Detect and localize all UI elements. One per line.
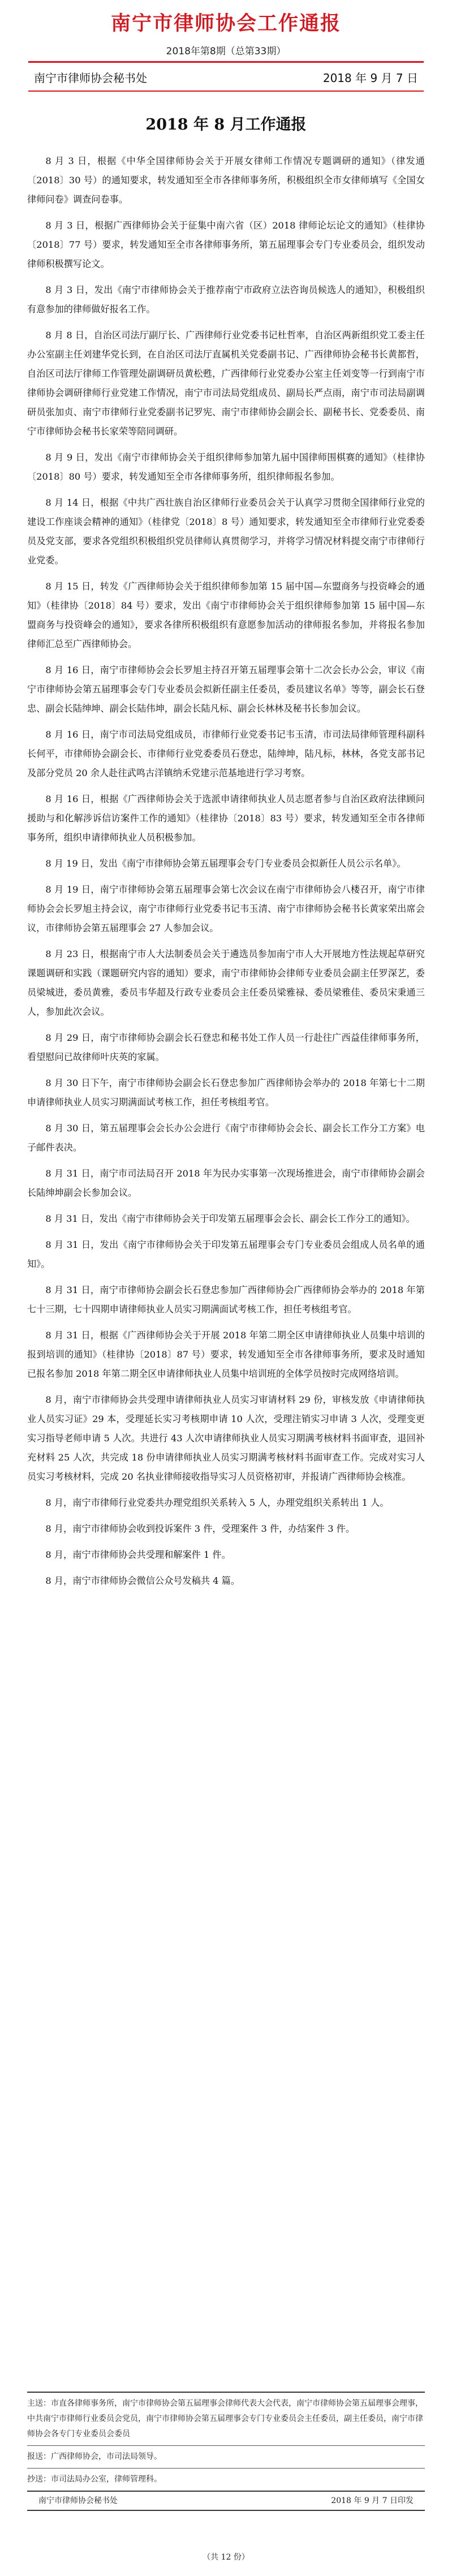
paragraph: 8 月 30 日下午，南宁市律师协会副会长石登忠参加广西律师协会举办的 2018 年第七十二期申请律师执业人员实习期满面试考核工作，担任考核组考官。 [27,1078,425,1108]
paragraph: 8 月 19 日，南宁市律师协会第五届理事会第七次会议在南宁市律师协会八楼召开，南宁市律师协会会长罗旭主持会议，南宁市律师行业党委书记韦玉清、南宁市律师协会秘书长黄家荣出席会议，市律师协会第五届理事会 27 人参加会议。 [27,884,425,933]
issue-number: 2018年第8期（总第33期） [166,46,286,57]
paragraph: 8 月 30 日，第五届理事会会长办公会进行《南宁市律师协会会长、副会长工作分工方案》电子邮件表决。 [27,1123,425,1153]
paragraph: 8 月 31 日，南宁市律师协会副会长石登忠参加广西律师协会广西律师协会举办的 2018 年第七十三期，七十四期申请律师执业人员实习期满面试考核工作，担任考核组考官。 [27,1285,425,1315]
paragraph: 8 月 31 日，发出《南宁市律师协会关于印发第五届理事会专门专业委员会组成人员名单的通知》。 [27,1239,425,1269]
paragraph: 8 月 23 日，根据南宁市人大法制委员会关于遴选员参加南宁市人大开展地方性法规起草研究课题调研和实践（课题研究内容的通知）要求，南宁市律师协会律师专业委员会副主任罗深艺，委员梁城进，委员黄雅，委员韦华超及行政专业委员会主任委员梁雅禄、委员梁雅佳、委员宋秉通三人，参加此次会议。 [27,949,425,1017]
issuer: 南宁市律师协会秘书处 [38,2496,118,2505]
paragraph: 8 月 3 日，发出《南宁市律师协会关于推荐南宁市政府立法咨询员候选人的通知》，积极组织有意参加的律师做好报名工作。 [27,285,425,315]
paragraph: 8 月，南宁市律师协会微信公众号发稿共 4 篇。 [45,1575,240,1586]
paragraph: 8 月，南宁市律师协会收到投诉案件 3 件，受理案件 3 件，办结案件 3 件。 [45,1523,355,1534]
cc-list: 报送：广西律师协会，市司法局领导。 [27,2452,162,2461]
red-divider-bottom [28,91,424,92]
bulletin-title: 南宁市律师协会工作通报 [110,12,341,35]
footer-block [27,2392,425,2511]
paragraph: 8 月 31 日，根据《广西律师协会关于开展 2018 年第二期全区申请律师执业人员集中培训的报到培训的通知》（桂律协〔2018〕87 号）要求，转发通知至全市各律师事务所，要求及时通知已报名参加 2018 年第二期全区申请律师执业人员集中培训班的全体学员按时完成网络培训。 [27,1330,425,1379]
publisher: 南宁市律师协会秘书处 [34,71,147,85]
footer-issuer-row [27,2492,425,2510]
paragraph: 8 月 9 日，发出《南宁市律师协会关于组织律师参加第九届中国律师围棋赛的通知》（桂律协〔2018〕80 号）要求，转发通知至全市各律师事务所，组织律师报名参加。 [27,452,425,482]
paragraph: 8 月 16 日，南宁市律师协会会长罗旭主持召开第五届理事会第十二次会长办公会，审议《南宁市律师协会第五届理事会专门专业委员会拟新任副主任委员，委员建议名单》等等，副会长石登忠、副会长陆绅坤、副会长陆伟坤，副会长陆凡标、副会长林林及秘书长参加会议。 [27,665,425,714]
paragraph: 8 月 3 日，根据广西律师协会关于征集中南六省（区）2018 律师论坛论文的通知》（桂律协〔2018〕77 号）要求，转发通知至全市各律师事务所，第五届理事会专门专业委员会，组织发动律师积极撰写论文。 [27,220,425,269]
paragraph: 8 月 31 日，发出《南宁市律师协会关于印发第五届理事会会长、副会长工作分工的通知》。 [45,1213,415,1224]
paragraph: 8 月 15 日，转发《广西律师协会关于组织律师参加第 15 届中国—东盟商务与投资峰会的通知》（桂律协〔2018〕84 号）要求，发出《南宁市律师协会关于组织律师参加第 15 届中国—东盟商务与投资峰会的通知》，要求各律所积极组织有意愿参加活动的律师报名参加，并将报名参加律师汇总至广西律师协会。 [27,581,425,649]
red-divider-top [28,61,424,63]
issue-date: 2018 年 9 月 7 日印发 [331,2496,414,2505]
paragraph: 8 月 8 日，自治区司法厅副厅长、广西律师行业党委书记杜哲率，自治区两新组织党工委主任办公室副主任刘建华党长到，在自治区司法厅直属机关党委副书记、广西律师协会秘书长黄都哲，自治区司法厅律师工作管理处副调研员黄松甦，广西律师行业党委办公室主任刘变等一行到南宁市律师协会调研律师行业党建工作情况，南宁市司法局党组成员、副局长严点雨，南宁市司法局副调研员张加贞、南宁市律师行业党委副书记罗宪、南宁市律师协会副会长、副秘书长、党委委员、南宁市律师协会秘书长家荣等陪同调研。 [27,330,425,437]
paragraph: 8 月，南宁市律师协会共受理申请律师执业人员实习审请材料 29 份，审核发放《申请律师执业人员实习证》29 本，受理延长实习考核期申请 10 人次，受理注销实习申请 3 人次，受理变更实习指导老师申请 5 人次。共进行 43 人次申请律师执业人员实习期满考核材料书面审查，退回补充材料 25 人次，共完成 18 份申请律师执业人员实习期满考核材料书面审查工作。完成对实习人员实习考核材料，完成 20 名执业律师接收指导实习人员资格初审，并报请广西律师协会核准。 [27,1394,425,1482]
document-body [27,152,425,1597]
paragraph: 8 月，南宁市律师协会共受理和解案件 1 件。 [45,1549,231,1560]
paragraph: 8 月 16 日，南宁市司法局党组成员，市律师行业党委书记韦玉清，市司法局律师管理科副科长何平，市律师协会副会长、市律师行业党委委员石登忠，陆绅坤，陆凡标，林林，各党支部书记及部分党员 20 余人赴往武鸣古洋镇纳禾党建示范基地进行学习考察。 [27,729,425,778]
paragraph: 8 月 29 日，南宁市律师协会副会长石登忠和秘书处工作人员一行赴往广西益佳律师事务所，看望慰问已故律师叶庆英的家属。 [27,1032,425,1062]
footer-bottom-rule [27,2510,425,2511]
publish-date: 2018 年 9 月 7 日 [322,71,418,85]
paragraph: 8 月 16 日，根据《广西律师协会关于选派申请律师执业人员志愿者参与自治区政府法律顾问援助与和化解涉诉信访案件工作的通知》（桂律协〔2018〕83 号）要求，转发通知至全市各律师事务所，组织申请律师执业人员积极参加。 [27,794,425,843]
masthead [0,0,452,57]
paragraph: 8 月 31 日，南宁市司法局召开 2018 年为民办实事第一次现场推进会，南宁市律师协会副会长陆绅坤副会长参加会议。 [27,1168,425,1198]
paragraph: 8 月 3 日，根据《中华全国律师协会关于开展女律师工作情况专题调研的通知》（律发通〔2018〕30 号）的通知要求，转发通知至全市各律师事务所，积极组织全市女律师填写《全国女律师问卷》调查问卷事。 [27,156,425,205]
footer-copy-block [27,2469,425,2491]
footer-cc-block [27,2446,425,2468]
footer-distribution [27,2393,425,2445]
page-count: （共 12 份） [203,2553,249,2562]
paragraph: 8 月 19 日，发出《南宁市律师协会第五届理事会专门专业委员会拟新任人员公示名单》。 [45,858,406,869]
distribution-list: 主送：市直各律师事务所，南宁市律师协会第五届理事会律师代表大会代表，南宁市律师协会第五届理事会理事，中共南宁市律师行业委员会党员，南宁市律师协会第五届理事会专门专业委员会主任委员，副主任委员，南宁市律师协会各专门专业委员会委员 [27,2399,423,2439]
document-title: 2018 年 8 月工作通报 [145,116,307,133]
paragraph: 8 月，南宁市律师行业党委共办理党组织关系转入 5 人，办理党组织关系转出 1 人。 [45,1497,389,1508]
copy-list: 抄送：市司法局办公室，律师管理科。 [27,2475,162,2484]
paragraph: 8 月 14 日，根据《中共广西壮族自治区律师行业委员会关于认真学习贯彻全国律师行业党的建设工作座谈会精神的通知》（桂律党〔2018〕8 号）通知要求，转发通知至全市律师行业党委委员及党支部，要求各党组织积极组织党员律师认真贯彻学习，并将学习情况材料提交南宁市律师行业党委。 [27,497,425,566]
